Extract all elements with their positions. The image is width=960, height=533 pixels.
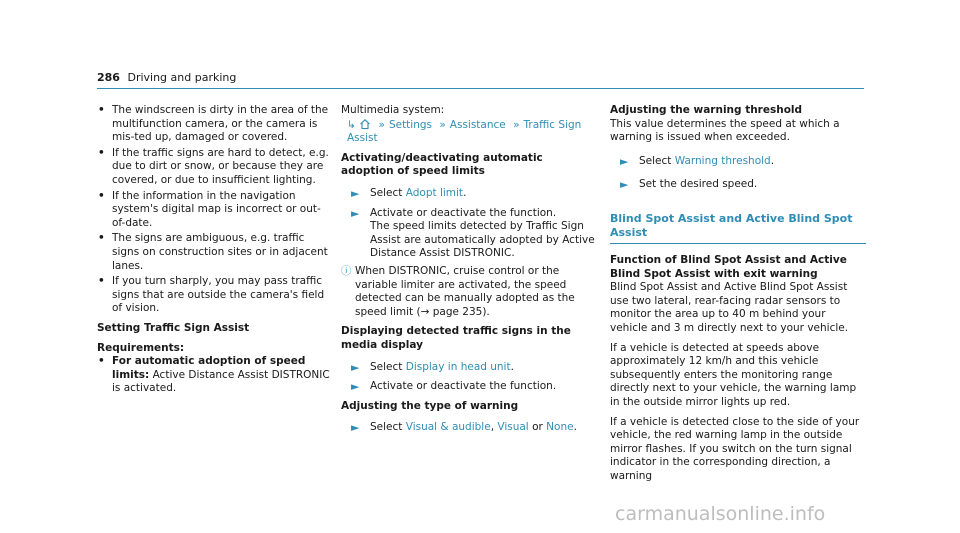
step-select-adopt-limit [341, 187, 597, 201]
step-text: Select [370, 186, 403, 199]
step-activate-2 [341, 380, 597, 394]
requirement-item [97, 355, 333, 396]
period: . [573, 421, 577, 434]
chevron-icon: » [439, 118, 446, 131]
displaying-heading: Displaying detected traffic signs in the media display [341, 325, 571, 351]
system-label: Multimedia system: [341, 104, 445, 116]
step-activate [341, 207, 597, 261]
requirement-bold: For automatic adoption of speed limits: [112, 355, 306, 381]
function-heading: Function of Blind Spot Assist and Active Blind Spot Assist with exit warning [610, 253, 847, 280]
chevron-icon: » [513, 118, 520, 131]
settings-link[interactable]: Settings [388, 118, 433, 131]
step-arrow-icon: ► [351, 186, 360, 200]
step-text: Activate or deactivate the function. [370, 380, 557, 393]
step-arrow-icon: ► [351, 380, 360, 394]
step-arrow-icon: ► [351, 360, 360, 374]
traffic-sign-assist-link[interactable]: Traffic Sign Assist [347, 118, 582, 145]
step-text: Select [370, 421, 403, 434]
paragraph: If a vehicle is detected close to the side of your vehicle, the red warning lamp in the outside mirror flashes. If you switch on the turn signal indicator in the corresponding direction, a warning [610, 415, 860, 482]
assistance-link[interactable]: Assistance [449, 118, 506, 131]
home-icon [359, 118, 371, 130]
list-item: • If the traffic signs are hard to detect, e.g. due to dirt or snow, or because they are covered, or due to insufficient lighting. [97, 147, 333, 188]
list-item: • The windscreen is dirty in the area of the multifunction camera, or the camera is mis-ted up, damaged or covered. [97, 104, 333, 145]
step-select-threshold [610, 155, 866, 169]
note [341, 265, 597, 319]
activating-heading: Activating/deactivating automatic adoption of speed limits [341, 151, 543, 178]
requirement-text: Active Distance Assist DISTRONIC is activated. [112, 368, 330, 395]
menu-path [341, 118, 597, 146]
page-number: 286 [97, 71, 120, 84]
column-1 [97, 104, 333, 396]
watermark: carmanualsonline.info [615, 503, 826, 525]
threshold-text: This value determines the speed at which a warning is issued when exceeded. [610, 117, 840, 144]
note-text: When DISTRONIC, cruise control or the variable limiter are activated, the speed detected can be manually adopted as the speed limit (→ page 235). [355, 264, 575, 318]
header-divider [97, 88, 864, 89]
step-arrow-icon: ► [351, 421, 360, 435]
page-header [97, 71, 236, 85]
list-item: • The signs are ambiguous, e.g. traffic signs on construction sites or in adjacent lanes. [97, 232, 333, 273]
step-arrow-icon: ► [620, 178, 629, 192]
visual-link[interactable]: Visual [497, 421, 529, 434]
none-link[interactable]: None [546, 421, 574, 434]
paragraph: Blind Spot Assist and Active Blind Spot Assist use two lateral, rear-facing radar sensors to monitor the area up to 40 m behind your vehicle and 3 m directly next to your vehicle. [610, 281, 849, 334]
step-detail: The speed limits detected by Traffic Sign Assist are automatically adopted by Active Distance Assist DISTRONIC. [370, 220, 595, 260]
warning-threshold-link[interactable]: Warning threshold [674, 154, 771, 167]
column-3 [610, 104, 866, 483]
display-head-unit-link[interactable]: Display in head unit [405, 360, 511, 373]
paragraph: If a vehicle is detected at speeds above approximately 12 km/h and this vehicle subsequently enters the monitoring range directly next to your vehicle, the warning lamp in the outside mirror lights up red. [610, 341, 857, 408]
adopt-limit-link[interactable]: Adopt limit [405, 186, 464, 199]
step-select-warning-type [341, 421, 597, 435]
threshold-heading: Adjusting the warning threshold [610, 104, 803, 116]
comma: , [490, 421, 495, 434]
section-name: Driving and parking [127, 71, 237, 84]
chevron-icon: » [378, 118, 385, 131]
section-title: Blind Spot Assist and Active Blind Spot Assist [610, 211, 853, 239]
period: . [770, 154, 775, 167]
list-item: • If you turn sharply, you may pass traffic signs that are outside the camera's field of vision. [97, 275, 333, 316]
adjusting-type-heading: Adjusting the type of warning [341, 399, 519, 412]
column-2 [341, 104, 597, 439]
period: . [510, 360, 514, 373]
step-set-speed [610, 178, 866, 192]
or-text: or [532, 421, 543, 434]
path-arrow-icon: ↳ [347, 118, 356, 131]
setting-heading: Setting Traffic Sign Assist [97, 321, 250, 334]
step-arrow-icon: ► [620, 154, 629, 168]
info-icon: ⓘ [341, 264, 352, 277]
step-arrow-icon: ► [351, 206, 360, 220]
step-display-head-unit [341, 361, 597, 375]
requirements-label: Requirements: [97, 341, 185, 354]
section-divider [610, 243, 866, 244]
list-item: • If the information in the navigation system's digital map is incorrect or out-of-date. [97, 190, 333, 231]
step-text: Set the desired speed. [639, 178, 758, 191]
step-text: Select [639, 154, 672, 167]
step-text: Select [370, 360, 403, 373]
period: . [463, 186, 467, 199]
step-text: Activate or deactivate the function. [370, 206, 557, 219]
visual-audible-link[interactable]: Visual & audible [405, 421, 491, 434]
